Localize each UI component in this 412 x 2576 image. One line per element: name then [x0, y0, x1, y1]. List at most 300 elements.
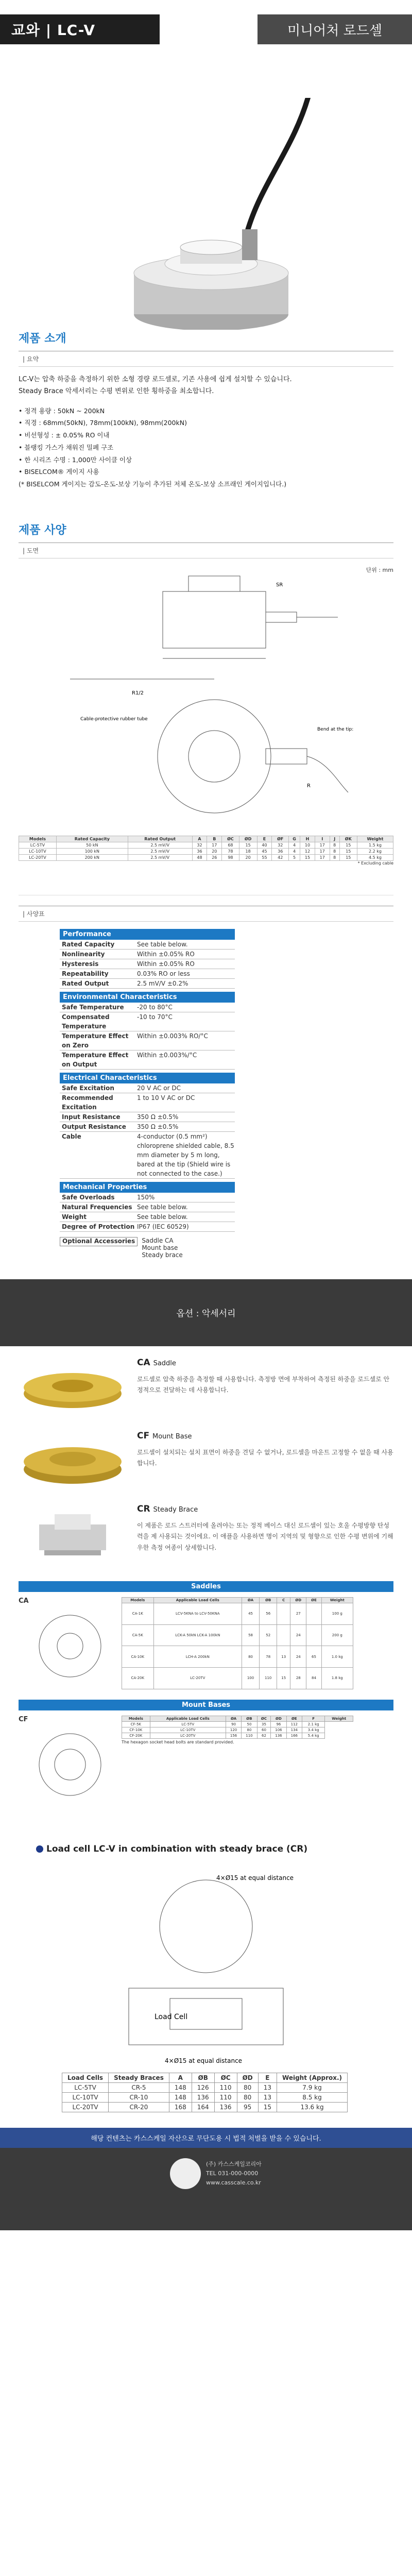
table-cell: LC-5TV: [62, 2082, 109, 2092]
table-header: ØC: [214, 2073, 237, 2082]
spec-key: Repeatability: [62, 970, 109, 977]
spec-value: IP67 (IEC 60529): [137, 1223, 189, 1230]
copyright-notice: 해당 컨텐츠는 카스스케일 자산으로 무단도용 시 법적 처벌을 받을 수 있습니다.: [0, 2128, 412, 2148]
accessory-description: 로드셀로 압축 하중을 측정할 때 사용합니다. 측정방 면에 부착하여 측정된 하중을 로드셀로 안정적으로 전달하는 데 사용합니다.: [137, 1375, 390, 1394]
spec-value: 150%: [137, 1193, 155, 1201]
table-cell: 7.9 kg: [277, 2082, 348, 2092]
table-row: [122, 1603, 353, 1624]
saddles-section: [0, 1581, 412, 1694]
spec-row: [60, 1112, 235, 1122]
table-cell: 148: [169, 2092, 192, 2102]
table-header: A: [169, 2073, 192, 2082]
table-cell: 78: [260, 1646, 277, 1668]
table-row: [122, 1624, 353, 1646]
table-header: ØE: [286, 1716, 302, 1721]
table-row: [122, 1646, 353, 1668]
table-cell: CF-10K: [122, 1727, 150, 1733]
table-cell: LCV-5KNA to LCV-50KNA: [153, 1603, 242, 1624]
spec-row: [60, 1050, 235, 1070]
spec-value: -10 to 70°C: [137, 1013, 173, 1021]
optional-accessories: [60, 1237, 393, 1259]
table-header: B: [207, 836, 222, 842]
table-cell: 45: [257, 848, 272, 854]
table-cell: 110: [214, 2082, 237, 2092]
spec-value: Within ±0.05% RO: [137, 950, 195, 958]
company-logo: [170, 2158, 262, 2189]
spec-value: 2.5 mV/V ±0.2%: [137, 979, 188, 987]
table-header: ØB: [260, 1597, 277, 1603]
table-cell: 36: [192, 848, 207, 854]
table-cell: 84: [306, 1668, 321, 1689]
table-cell: 134: [286, 1727, 302, 1733]
accessory-description: 로드셀이 설치되는 설치 표면이 하중을 견딜 수 없거나, 로드셀을 마운트 고정할 수 없을 때 사용합니다.: [137, 1448, 393, 1467]
header-title: 교와 | LC-V: [0, 14, 160, 44]
table-cell: 112: [286, 1721, 302, 1727]
table-header: Load Cells: [62, 2073, 109, 2082]
radius-label: R1/2: [132, 690, 144, 696]
table-cell: 32: [272, 842, 289, 848]
table-header: Weight: [357, 836, 393, 842]
spec-sheet-subtitle: | 사양표: [19, 906, 393, 922]
spec-group-header: Electrical Characteristics: [60, 1073, 235, 1083]
table-cell: 68: [222, 842, 239, 848]
company-name: (주) 카스스케일코리아: [206, 2161, 262, 2168]
spec-key: Hysteresis: [62, 960, 99, 968]
table-cell: 95: [237, 2102, 258, 2112]
table-cell: 65: [306, 1646, 321, 1668]
table-header: Steady Braces: [109, 2073, 169, 2082]
table-row: [19, 848, 393, 854]
dimension-table: [19, 836, 393, 861]
spec-value: 350 Ω ±0.5%: [137, 1113, 179, 1121]
svg-text:Load Cell: Load Cell: [154, 2012, 188, 2021]
spec-key: Nonlinearity: [62, 950, 105, 958]
table-cell: 13: [258, 2082, 277, 2092]
table-cell: 100: [242, 1668, 259, 1689]
company-web: www.casscale.co.kr: [206, 2179, 261, 2186]
table-cell: 40: [257, 842, 272, 848]
option-item: Saddle CA: [142, 1236, 174, 1244]
footer: [0, 2148, 412, 2230]
table-cell: 56: [260, 1603, 277, 1624]
table-row: [62, 2082, 348, 2092]
table-cell: CA-1K: [122, 1603, 154, 1624]
spec-row: [60, 1212, 235, 1222]
table-cell: CA-5K: [122, 1624, 154, 1646]
spec-row: [60, 979, 235, 989]
unit-label: 단위 : mm: [366, 566, 393, 573]
table-cell: 13: [277, 1646, 290, 1668]
table-cell: [277, 1603, 290, 1624]
table-cell: 156: [226, 1733, 241, 1738]
option-item: Mount base: [142, 1244, 178, 1251]
cr-table: [62, 2073, 348, 2112]
table-cell: LCK-A 50kN LCK-A 100kN: [153, 1624, 242, 1646]
saddle-image: [19, 1358, 127, 1414]
spec-key: Safe Temperature: [62, 1003, 124, 1011]
feature-item: • 한 시리즈 수명 : 1,000만 사이클 이상: [19, 455, 132, 464]
accessory-cf: [0, 1419, 412, 1493]
table-cell: CR-20: [109, 2102, 169, 2112]
saddles-header: Saddles: [19, 1581, 393, 1592]
table-cell: 2.5 mV/V: [128, 848, 192, 854]
spec-row: [60, 1202, 235, 1212]
table-header: Weight: [321, 1597, 353, 1603]
table-cell: 200 g: [321, 1624, 353, 1646]
table-cell: 110: [260, 1668, 277, 1689]
table-cell: CA-20K: [122, 1668, 154, 1689]
spec-key: Compensated Temperature: [62, 1013, 110, 1030]
table-cell: 78: [222, 848, 239, 854]
table-header: ØB: [192, 2073, 214, 2082]
cr-drawing: [0, 1865, 412, 2071]
table-cell: 62: [257, 1733, 271, 1738]
table-cell: 98: [222, 854, 239, 860]
spec-value: Within ±0.05% RO: [137, 960, 195, 968]
product-photo: [0, 98, 412, 330]
table-cell: 27: [290, 1603, 306, 1624]
accessory-cr: [0, 1493, 412, 1566]
table-cell: 13.6 kg: [277, 2102, 348, 2112]
table-cell: 136: [192, 2092, 214, 2102]
table-cell: 80: [237, 2092, 258, 2102]
table-cell: LC-5TV: [150, 1721, 226, 1727]
table-cell: 1.5 kg: [357, 842, 393, 848]
table-header: Weight (Approx.): [277, 2073, 348, 2082]
table-header: Rated Capacity: [56, 836, 128, 842]
mount-bases-header: Mount Bases: [19, 1700, 393, 1710]
option-item: Steady brace: [142, 1251, 183, 1259]
table-cell: CR-10: [109, 2092, 169, 2102]
table-cell: [306, 1603, 321, 1624]
table-row: [122, 1721, 353, 1727]
table-cell: 15: [300, 854, 315, 860]
mount-bases-section: [0, 1700, 412, 1813]
table-header: ØD: [237, 2073, 258, 2082]
table-header: Models: [19, 836, 57, 842]
table-header: ØD: [271, 1716, 286, 1721]
table-cell: 17: [315, 848, 330, 854]
table-cell: 136: [214, 2102, 237, 2112]
spec-key: Safe Overloads: [62, 1193, 115, 1201]
spec-value: 350 Ω ±0.5%: [137, 1123, 179, 1130]
table-cell: LC-20TV: [19, 854, 57, 860]
spec-row: [60, 1193, 235, 1202]
table-cell: 10: [300, 842, 315, 848]
table-cell: 32: [192, 842, 207, 848]
accessory-name: CR Steady Brace: [137, 1503, 198, 1514]
table-cell: 52: [260, 1624, 277, 1646]
table-cell: 168: [169, 2102, 192, 2112]
spec-value: See table below.: [137, 1213, 188, 1221]
table-cell: 4: [289, 842, 300, 848]
drawing-svg: [19, 566, 393, 834]
spec-row: [60, 1012, 235, 1031]
table-header: A: [192, 836, 207, 842]
table-cell: 12: [300, 848, 315, 854]
header-subtitle: 미니어처 로드셀: [258, 14, 412, 44]
table-cell: 24: [290, 1624, 306, 1646]
mount-bases-table: [122, 1716, 353, 1739]
svg-text:4×Ø15 at equal distance: 4×Ø15 at equal distance: [165, 2057, 243, 2064]
cr-title: Load cell LC-V in combination with steady brace (CR): [0, 1844, 412, 1854]
table-cell: 48: [192, 854, 207, 860]
spec-key: Cable: [62, 1132, 81, 1140]
feature-list: [19, 405, 393, 490]
spec-title: 제품 사양: [19, 523, 66, 537]
table-cell: 15: [277, 1668, 290, 1689]
table-cell: 80: [242, 1727, 257, 1733]
table-cell: 1.0 kg: [321, 1646, 353, 1668]
table-cell: 20: [207, 848, 222, 854]
spec-key: Recommended Excitation: [62, 1094, 113, 1111]
mount-base-image: [19, 1431, 127, 1487]
table-header: ØA: [226, 1716, 241, 1721]
table-cell: 110: [214, 2092, 237, 2102]
spec-row: [60, 959, 235, 969]
steady-brace-image: [19, 1504, 127, 1561]
table-cell: 58: [242, 1624, 259, 1646]
spec-key: Rated Output: [62, 979, 109, 987]
company-tel: TEL 031-000-0000: [206, 2170, 259, 2177]
spec-value: 0.03% RO or less: [137, 970, 190, 977]
table-cell: 120: [226, 1727, 241, 1733]
table-header: H: [300, 836, 315, 842]
accessory-name: CF Mount Base: [137, 1430, 192, 1441]
table-cell: LC-20TV: [150, 1733, 226, 1738]
table-cell: 17: [315, 854, 330, 860]
table-header: J: [330, 836, 339, 842]
table-row: [62, 2092, 348, 2102]
sr-label: SR: [276, 582, 283, 588]
spec-row: [60, 1222, 235, 1232]
table-cell: 200 kN: [56, 854, 128, 860]
spec-row: [60, 1122, 235, 1132]
table-header: Applicable Load Cells: [150, 1716, 226, 1721]
table-cell: 15: [339, 842, 357, 848]
table-cell: 36: [272, 848, 289, 854]
spec-group-header: Performance: [60, 929, 235, 940]
svg-text:4×Ø15 at equal distance: 4×Ø15 at equal distance: [216, 1874, 294, 1882]
table-header: ØD: [290, 1597, 306, 1603]
table-cell: 136: [271, 1733, 286, 1738]
table-row: [62, 2102, 348, 2112]
table-cell: 110: [242, 1733, 257, 1738]
options-label: Optional Accessories: [60, 1237, 138, 1246]
table-cell: CF-20K: [122, 1733, 150, 1738]
spec-row: [60, 1132, 235, 1179]
table-header: F: [302, 1716, 325, 1721]
accessory-name: CA Saddle: [137, 1357, 176, 1368]
table-header: ØB: [242, 1716, 257, 1721]
spec-key: Output Resistance: [62, 1123, 126, 1130]
table-cell: 8.5 kg: [277, 2092, 348, 2102]
table-header: G: [289, 836, 300, 842]
spec-row: [60, 940, 235, 950]
table-cell: 26: [207, 854, 222, 860]
table-header: E: [258, 2073, 277, 2082]
table-cell: LC-10TV: [62, 2092, 109, 2102]
cr-section: [0, 1844, 412, 2112]
table-header: ØA: [242, 1597, 259, 1603]
table-header: Rated Output: [128, 836, 192, 842]
table-note: * Excluding cable: [357, 860, 393, 866]
spec-row: [60, 1083, 235, 1093]
table-cell: 2.5 mV/V: [128, 854, 192, 860]
spec-value: 1 to 10 V AC or DC: [137, 1094, 195, 1101]
table-cell: 4.5 kg: [357, 854, 393, 860]
table-cell: 90: [226, 1721, 241, 1727]
spec-key: Temperature Effect on Output: [62, 1051, 129, 1068]
table-cell: 106: [271, 1727, 286, 1733]
table-cell: 18: [239, 848, 257, 854]
table-cell: [277, 1624, 290, 1646]
cable-label: Cable-protective rubber tube: [80, 716, 148, 722]
feature-item: • BISELCOM® 게이지 사용: [19, 468, 99, 476]
desc-line: Steady Brace 악세서리는 수평 변위로 인한 횡하중을 최소합니다.: [19, 387, 214, 395]
table-cell: 166: [286, 1733, 302, 1738]
table-cell: 5.4 kg: [302, 1733, 325, 1738]
accessory-ca: [0, 1346, 412, 1419]
table-row: [122, 1668, 353, 1689]
table-cell: 28: [290, 1668, 306, 1689]
table-cell: 50 kN: [56, 842, 128, 848]
table-cell: LCH-A 200kN: [153, 1646, 242, 1668]
table-row: [19, 854, 393, 860]
table-cell: 35: [257, 1721, 271, 1727]
table-cell: 17: [207, 842, 222, 848]
table-cell: 126: [192, 2082, 214, 2092]
table-cell: 42: [272, 854, 289, 860]
table-cell: 8: [330, 848, 339, 854]
spec-value: 4-conductor (0.5 mm²) chloroprene shielded cable, 8.5 mm diameter by 5 m long, bared at the tip (Shield wire is not connected to the case.): [137, 1132, 234, 1177]
feature-item: • 직경 : 68mm(50kN), 78mm(100kN), 98mm(200kN): [19, 419, 187, 427]
spec-value: 20 V AC or DC: [137, 1084, 181, 1092]
table-cell: 2.1 kg: [302, 1721, 325, 1727]
spec-group-header: Environmental Characteristics: [60, 992, 235, 1003]
spec-section: [0, 521, 412, 1259]
bend-label: Bend at the tip:: [317, 726, 354, 732]
feature-item: • 블랭킹 가스가 채워진 밀폐 구조: [19, 443, 114, 451]
table-cell: 100 g: [321, 1603, 353, 1624]
table-cell: 45: [242, 1603, 259, 1624]
spec-key: Safe Excitation: [62, 1084, 114, 1092]
table-cell: 100 kN: [56, 848, 128, 854]
table-cell: LC-10TV: [19, 848, 57, 854]
table-cell: 15: [339, 848, 357, 854]
table-row: [122, 1727, 353, 1733]
table-header: ØC: [257, 1716, 271, 1721]
table-cell: 55: [257, 854, 272, 860]
saddles-table: [122, 1597, 353, 1689]
table-cell: 5: [289, 854, 300, 860]
table-row: [122, 1733, 353, 1738]
table-header: ØD: [239, 836, 257, 842]
mount-bases-note: The hexagon socket head bolts are standard provided.: [122, 1739, 234, 1744]
table-header: ØK: [339, 836, 357, 842]
table-header: Models: [122, 1716, 150, 1721]
spec-row: [60, 1031, 235, 1050]
table-cell: LC-20TV: [153, 1668, 242, 1689]
desc-line: LC-V는 압축 하중을 측정하기 위한 소형 경량 로드셀로, 기존 사용에 쉽게 설치할 수 있습니다.: [19, 376, 292, 383]
accessories-title: 옵션 : 악세서리: [176, 1309, 236, 1319]
spec-value: See table below.: [137, 940, 188, 948]
table-cell: CF-5K: [122, 1721, 150, 1727]
accessories-band: [0, 1279, 412, 1346]
spec-key: Input Resistance: [62, 1113, 121, 1121]
table-header: Weight: [325, 1716, 353, 1721]
table-row: [19, 842, 393, 848]
table-cell: LC-5TV: [19, 842, 57, 848]
spec-value: See table below.: [137, 1203, 188, 1211]
spec-row: [60, 1003, 235, 1012]
table-cell: 1.8 kg: [321, 1668, 353, 1689]
spec-row: [60, 969, 235, 979]
spec-row: [60, 950, 235, 959]
spec-value: Within ±0.003%/°C: [137, 1051, 197, 1059]
table-cell: 60: [257, 1727, 271, 1733]
table-header: I: [315, 836, 330, 842]
spec-key: Rated Capacity: [62, 940, 115, 948]
table-cell: 13: [258, 2092, 277, 2102]
spec-key: Natural Frequencies: [62, 1203, 132, 1211]
table-cell: 80: [242, 1646, 259, 1668]
spec-value: Within ±0.003% RO/°C: [137, 1032, 208, 1040]
table-cell: LC-20TV: [62, 2102, 109, 2112]
table-cell: LC-10TV: [150, 1727, 226, 1733]
table-cell: 164: [192, 2102, 214, 2112]
table-cell: [306, 1624, 321, 1646]
logo-icon: [170, 2158, 201, 2189]
table-cell: 4: [289, 848, 300, 854]
table-header: ØE: [306, 1597, 321, 1603]
table-cell: 15: [239, 842, 257, 848]
table-cell: CA-10K: [122, 1646, 154, 1668]
saddle-drawing: CA: [19, 1597, 122, 1689]
table-cell: 50: [242, 1721, 257, 1727]
table-header: ØF: [272, 836, 289, 842]
header: [0, 0, 412, 98]
header-bar: [0, 14, 412, 44]
mount-base-drawing: CF: [19, 1716, 122, 1808]
technical-drawing: [19, 566, 393, 895]
intro-subtitle: | 요약: [19, 351, 393, 367]
spec-key: Temperature Effect on Zero: [62, 1032, 129, 1049]
spec-key: Weight: [62, 1213, 87, 1221]
spec-row: [60, 1093, 235, 1112]
spec-value: -20 to 80°C: [137, 1003, 173, 1011]
table-cell: 2.5 mV/V: [128, 842, 192, 848]
table-cell: 8: [330, 854, 339, 860]
table-header: ØC: [222, 836, 239, 842]
spec-sheet: [60, 929, 235, 1232]
table-header: C: [277, 1597, 290, 1603]
table-cell: CR-5: [109, 2082, 169, 2092]
table-cell: 148: [169, 2082, 192, 2092]
table-cell: 15: [258, 2102, 277, 2112]
intro-description: [19, 374, 393, 398]
table-cell: 8: [330, 842, 339, 848]
table-cell: 17: [315, 842, 330, 848]
intro-title: 제품 소개: [19, 332, 66, 345]
accessory-description: 이 제품은 로드 스트러터에 올려야는 또는 정적 베이스 대신 로드셀이 있는 호울 수평방향 탄성력을 제 사용되는 것이에요. 이 애플을 사용하면 명이 지역의 및 형향으로 인한 수평 변위에 기해 우한 측정 여종이 상세합니다.: [137, 1521, 393, 1551]
table-cell: 2.2 kg: [357, 848, 393, 854]
spec-key: Degree of Protection: [62, 1223, 135, 1230]
r-label: R: [307, 783, 311, 789]
table-cell: 24: [290, 1646, 306, 1668]
table-header: Models: [122, 1597, 154, 1603]
load-cell-illustration: [0, 98, 412, 330]
